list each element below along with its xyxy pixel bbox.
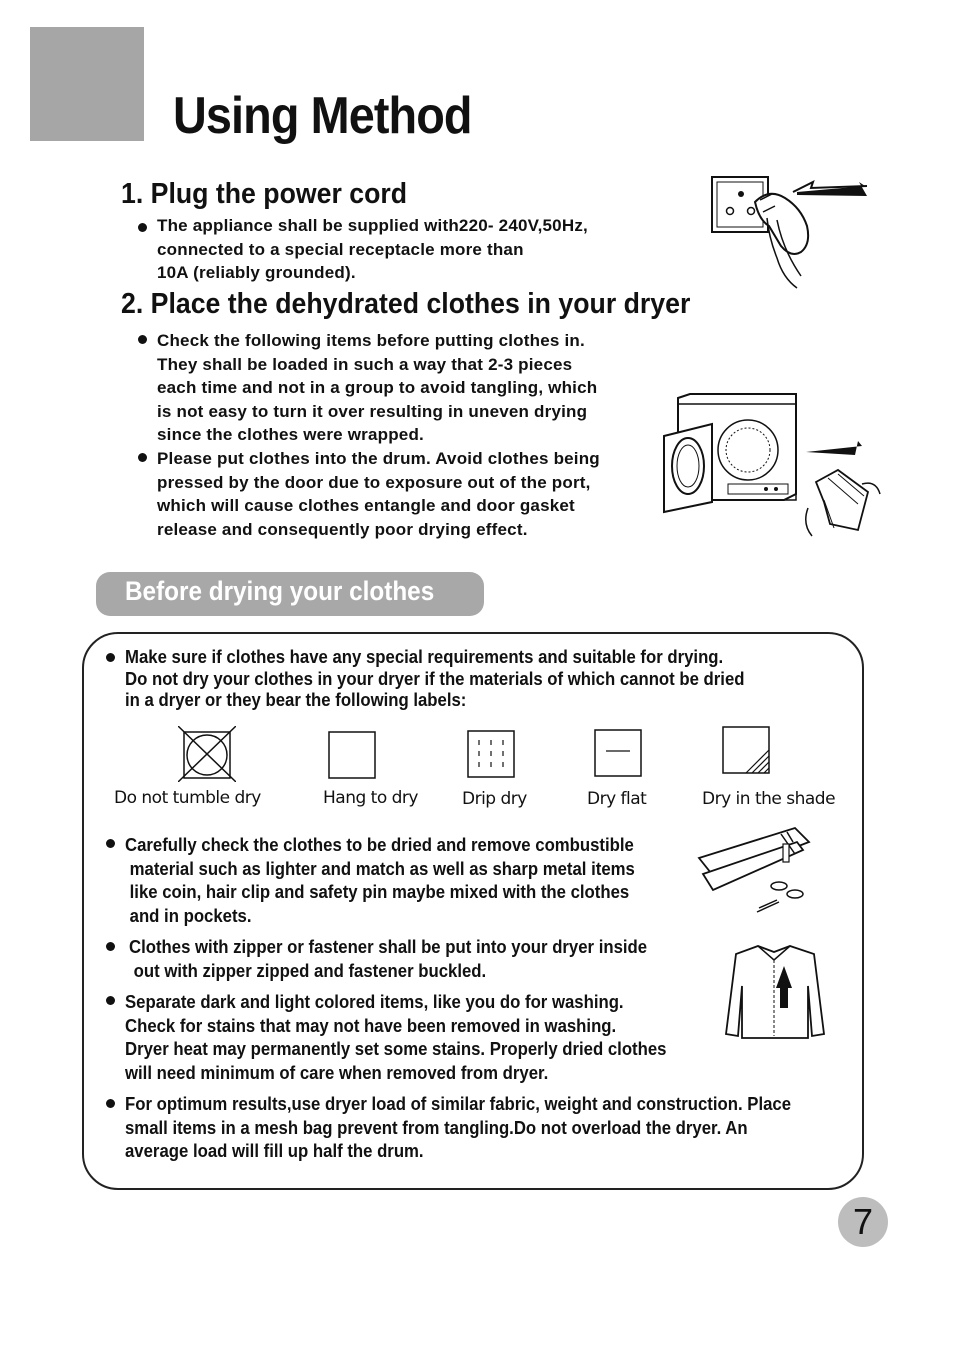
dry-in-shade-icon [722,726,772,776]
bullet-icon [106,839,115,848]
text-line: Check for stains that may not have been removed in washing. [125,1015,617,1036]
hang-to-dry-icon [328,731,377,780]
optimum-results-text [125,1093,791,1164]
bullet-icon [138,223,147,232]
text-line: Do not dry your clothes in your dryer if the materials of which cannot be dried [125,668,745,689]
bullet-icon [106,653,115,662]
text-line: Clothes with zipper or fastener shall be put into your dryer inside [129,937,648,957]
label-drip-dry: Drip dry [462,789,527,809]
text-line: The appliance shall be supplied with220- 240V,50Hz, [157,216,588,235]
bullet-icon [106,942,115,951]
section2-heading: 2. Place the dehydrated clothes in your dryer [121,288,691,320]
text-line: Separate dark and light colored items, like you do for washing. [125,992,624,1012]
header-gray-block [30,27,144,141]
text-line: since the clothes were wrapped. [157,425,424,444]
text-line: and in pockets. [129,905,252,926]
text-line: Make sure if clothes have any special requirements and suitable for drying. [125,647,724,667]
label-dry-in-shade: Dry in the shade [702,789,836,809]
section2-bullet1 [157,329,597,447]
text-line: pressed by the door due to exposure out of the port, [157,472,591,492]
label-dry-flat: Dry flat [587,789,647,809]
text-line: release and consequently poor drying effect. [157,519,528,539]
bullet-icon [106,996,115,1005]
text-line: Carefully check the clothes to be dried and remove combustible [125,835,634,855]
bullet-icon [138,453,147,462]
text-line: in a dryer or they bear the following labels: [125,690,467,710]
text-line: 10A (reliably grounded). [157,263,356,282]
shirt-zipper-illustration [722,940,828,1040]
zipper-text [129,936,647,983]
text-line: which will cause clothes entangle and door gasket [157,496,575,515]
text-line: small items in a mesh bag prevent from tangling.Do not overload the dryer. An [125,1117,748,1138]
drip-dry-icon [467,730,516,779]
page-title: Using Method [173,87,472,145]
dry-flat-icon [594,729,643,778]
intro-text [125,646,744,713]
text-line: For optimum results,use dryer load of similar fabric, weight and construction. Place [125,1094,792,1114]
text-line: They shall be loaded in such a way that 2-3 pieces [157,354,573,374]
section2-bullet2 [157,447,600,541]
dryer-illustration [658,388,888,543]
do-not-tumble-dry-icon [178,726,236,782]
combustible-text [125,834,635,928]
text-line: each time and not in a group to avoid tangling, which [157,378,598,397]
label-hang-to-dry: Hang to dry [323,788,418,808]
pocket-items-illustration [695,824,815,916]
section1-text [157,214,588,285]
text-line: out with zipper zipped and fastener buckled. [133,960,487,981]
plug-illustration [705,170,880,295]
label-do-not-tumble-dry: Do not tumble dry [114,788,261,808]
bullet-icon [138,335,147,344]
before-drying-title: Before drying your clothes [125,576,435,606]
text-line: will need minimum of care when removed from dryer. [125,1062,549,1083]
section1-heading: 1. Plug the power cord [121,178,408,210]
text-line: like coin, hair clip and safety pin maybe mixed with the clothes [129,882,630,902]
text-line: average load will fill up half the drum. [125,1141,424,1161]
text-line: connected to a special receptacle more than [157,239,524,259]
separate-colors-text [125,991,666,1085]
text-line: is not easy to turn it over resulting in uneven drying [157,401,588,421]
text-line: Dryer heat may permanently set some stains. Properly dried clothes [125,1039,667,1059]
bullet-icon [106,1099,115,1108]
text-line: Check the following items before putting clothes in. [157,331,585,350]
page-number: 7 [838,1197,888,1247]
text-line: Please put clothes into the drum. Avoid clothes being [157,449,600,468]
text-line: material such as lighter and match as well as sharp metal items [129,858,635,879]
